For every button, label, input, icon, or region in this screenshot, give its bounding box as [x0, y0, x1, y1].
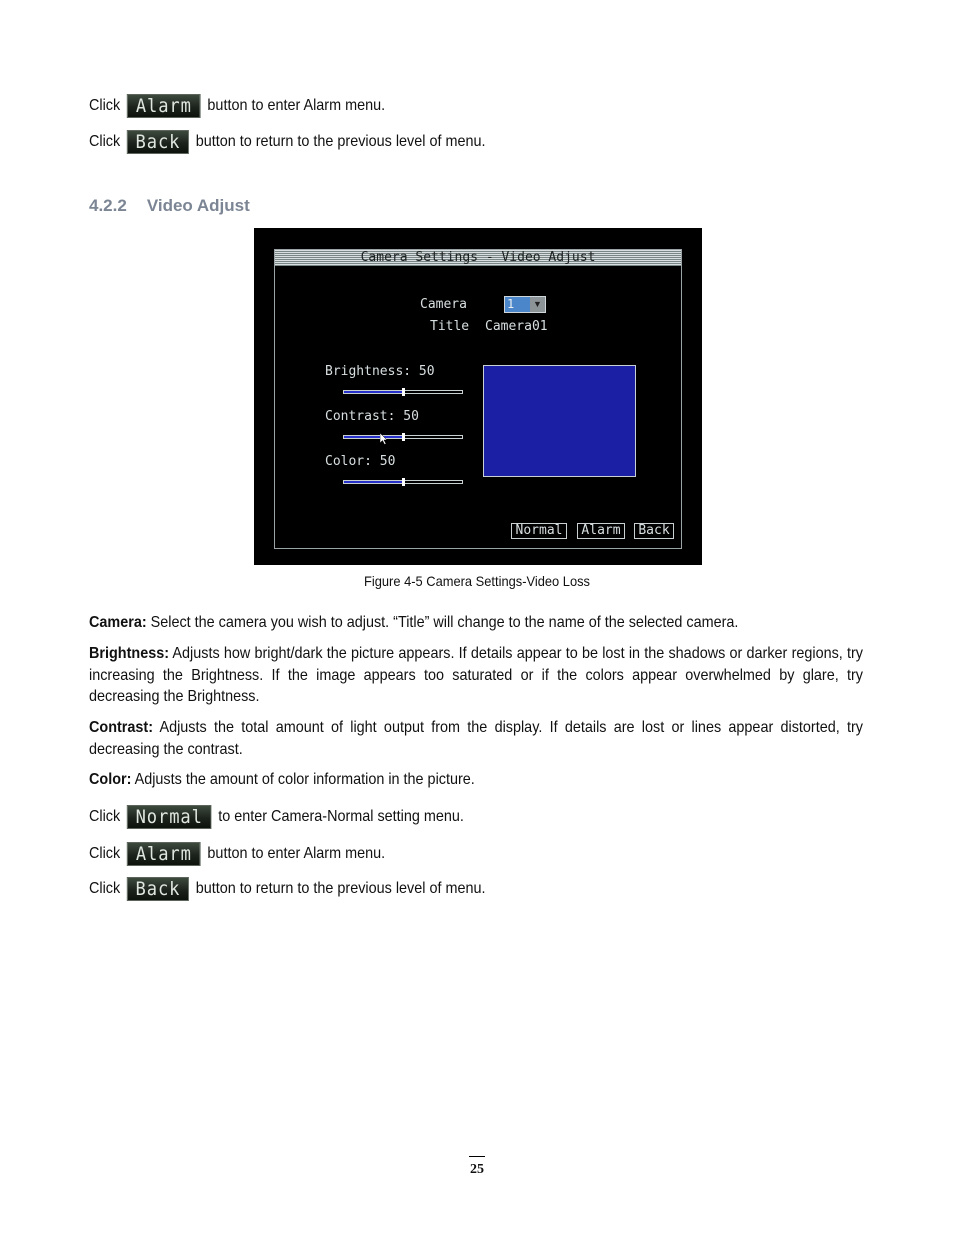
- contrast-slider-fill: [344, 436, 403, 438]
- alarm-button-image: Alarm: [127, 842, 201, 866]
- description-term: Camera:: [89, 614, 147, 631]
- normal-button[interactable]: Normal: [511, 523, 567, 539]
- video-preview: [483, 365, 636, 477]
- description-term: Brightness:: [89, 645, 170, 662]
- figure-caption: Figure 4-5 Camera Settings-Video Loss: [363, 573, 591, 589]
- description-text: Adjusts the amount of color information in the picture.: [131, 771, 475, 788]
- contrast-description: [89, 717, 863, 760]
- instruction-prefix: Click: [89, 808, 121, 825]
- instruction-text: to enter Camera-Normal setting menu.: [218, 808, 464, 825]
- color-slider-handle[interactable]: [402, 478, 405, 486]
- color-label: Color: 50: [325, 454, 396, 469]
- camera-description: [89, 612, 863, 634]
- instruction-alarm: [89, 94, 385, 118]
- back-button-image: Back: [127, 130, 189, 154]
- description-term: Contrast:: [89, 719, 153, 736]
- brightness-slider-handle[interactable]: [402, 388, 405, 396]
- instruction-prefix: Click: [89, 133, 121, 150]
- contrast-slider[interactable]: [343, 435, 463, 439]
- title-label: Title: [430, 319, 470, 334]
- instruction-text: button to enter Alarm menu.: [207, 845, 386, 862]
- description-text: Select the camera you wish to adjust. “Title” will change to the name of the selected camera.: [146, 614, 739, 631]
- description-text: Adjusts the total amount of light output from the display. If details are lost or lines appear distorted, try decreasing the contrast.: [89, 719, 864, 758]
- section-number: 4.2.2: [89, 196, 127, 215]
- chevron-down-icon[interactable]: ▼: [530, 297, 545, 312]
- instruction-prefix: Click: [89, 845, 121, 862]
- normal-button-image: Normal: [127, 805, 212, 829]
- title-value: Camera01: [485, 319, 548, 334]
- instruction-text: button to return to the previous level of menu.: [195, 133, 486, 150]
- instruction-text: button to enter Alarm menu.: [207, 97, 386, 114]
- contrast-label: Contrast: 50: [325, 409, 419, 424]
- description-text: Adjusts how bright/dark the picture appears. If details appear to be lost in the shadows or darker regions, try increasing the Brightness. If the image appears too saturated or if the colors appear overwhelmed by glare, try decreasing the Brightness.: [89, 645, 863, 705]
- color-slider[interactable]: [343, 480, 463, 484]
- back-button[interactable]: Back: [634, 523, 674, 539]
- brightness-slider-fill: [344, 391, 403, 393]
- brightness-label: Brightness: 50: [325, 364, 435, 379]
- back-button-image: Back: [127, 877, 189, 901]
- section-heading: [89, 196, 250, 216]
- camera-label: Camera: [420, 297, 467, 312]
- page-number-rule: [469, 1156, 485, 1157]
- brightness-slider[interactable]: [343, 390, 463, 394]
- instruction-alarm-2: [89, 842, 385, 866]
- alarm-button-image: Alarm: [127, 94, 201, 118]
- instruction-prefix: Click: [89, 880, 121, 897]
- section-title: Video Adjust: [146, 196, 250, 215]
- brightness-description: [89, 643, 863, 708]
- osd-title-bar: Camera Settings - Video Adjust: [275, 250, 681, 266]
- description-term: Color:: [89, 771, 132, 788]
- instruction-normal: [89, 805, 464, 829]
- instruction-text: button to return to the previous level of menu.: [195, 880, 486, 897]
- camera-select-value: 1: [507, 297, 515, 311]
- page-number: 25: [470, 1162, 484, 1177]
- color-description: [89, 769, 863, 791]
- mouse-pointer-icon: [380, 433, 388, 445]
- camera-select[interactable]: [504, 296, 546, 313]
- instruction-back: [89, 130, 485, 154]
- instruction-prefix: Click: [89, 97, 121, 114]
- instruction-back-2: [89, 877, 485, 901]
- color-slider-fill: [344, 481, 403, 483]
- alarm-button[interactable]: Alarm: [577, 523, 625, 539]
- video-adjust-screenshot: [254, 228, 702, 565]
- contrast-slider-handle[interactable]: [402, 433, 405, 441]
- osd-panel: [274, 249, 682, 549]
